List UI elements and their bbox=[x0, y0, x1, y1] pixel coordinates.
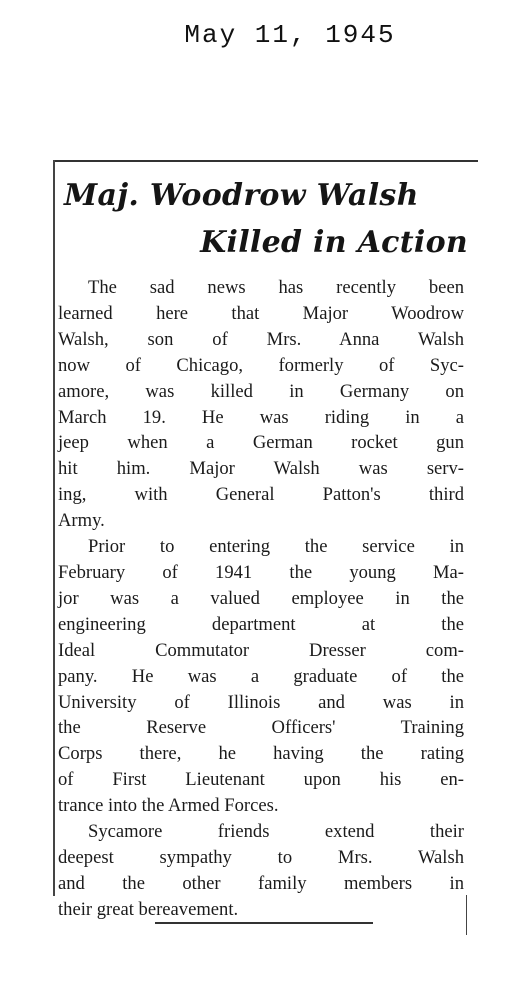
paragraph-line: pany. He was a graduate of the bbox=[58, 665, 464, 687]
paragraph-line: now of Chicago, formerly of Syc- bbox=[58, 354, 464, 376]
column-right-rule bbox=[466, 895, 467, 935]
paragraph-line: of First Lieutenant upon his en- bbox=[58, 769, 464, 791]
paragraph-line: The sad news has recently been bbox=[88, 277, 464, 298]
paragraph-line: February of 1941 the young Ma- bbox=[58, 561, 464, 583]
paragraph-line: University of Illinois and was in bbox=[58, 691, 464, 713]
paragraph-line: and the other family members in bbox=[58, 872, 464, 894]
article-paragraph-2 bbox=[58, 534, 464, 819]
paragraph-line: Ideal Commutator Dresser com- bbox=[58, 639, 464, 661]
paragraph-line: ing, with General Patton's third bbox=[58, 484, 464, 506]
paragraph-line: trance into the Armed Forces. bbox=[58, 795, 279, 817]
paragraph-line: jor was a valued employee in the bbox=[58, 587, 464, 609]
paragraph-line: learned here that Major Woodrow bbox=[58, 302, 464, 324]
paragraph-line: Army. bbox=[58, 510, 105, 532]
paragraph-line: March 19. He was riding in a bbox=[58, 406, 464, 428]
column-left-rule bbox=[53, 160, 55, 896]
paragraph-line: Prior to entering the service in bbox=[88, 536, 464, 558]
clipping-date: May 11, 1945 bbox=[184, 20, 396, 50]
paragraph-line: amore, was killed in Germany on bbox=[58, 380, 464, 402]
article-paragraph-1 bbox=[58, 275, 464, 534]
headline-line-1: Maj. Woodrow Walsh bbox=[64, 178, 419, 213]
article-headline bbox=[60, 172, 470, 266]
paragraph-line: Corps there, he having the rating bbox=[58, 743, 464, 765]
headline-line-2: Killed in Action bbox=[200, 225, 468, 260]
paragraph-line: deepest sympathy to Mrs. Walsh bbox=[58, 846, 464, 868]
column-top-rule bbox=[53, 160, 478, 162]
paragraph-line: the Reserve Officers' Training bbox=[58, 717, 464, 739]
article-paragraph-3 bbox=[58, 819, 464, 923]
paragraph-line: jeep when a German rocket gun bbox=[58, 432, 464, 454]
paragraph-line: Walsh, son of Mrs. Anna Walsh bbox=[58, 328, 464, 350]
article-body bbox=[58, 275, 464, 923]
paragraph-line: their great bereavement. bbox=[58, 898, 239, 920]
paragraph-line: hit him. Major Walsh was serv- bbox=[58, 458, 464, 480]
paragraph-line: engineering department at the bbox=[58, 613, 464, 635]
paragraph-line: Sycamore friends extend their bbox=[88, 821, 464, 843]
